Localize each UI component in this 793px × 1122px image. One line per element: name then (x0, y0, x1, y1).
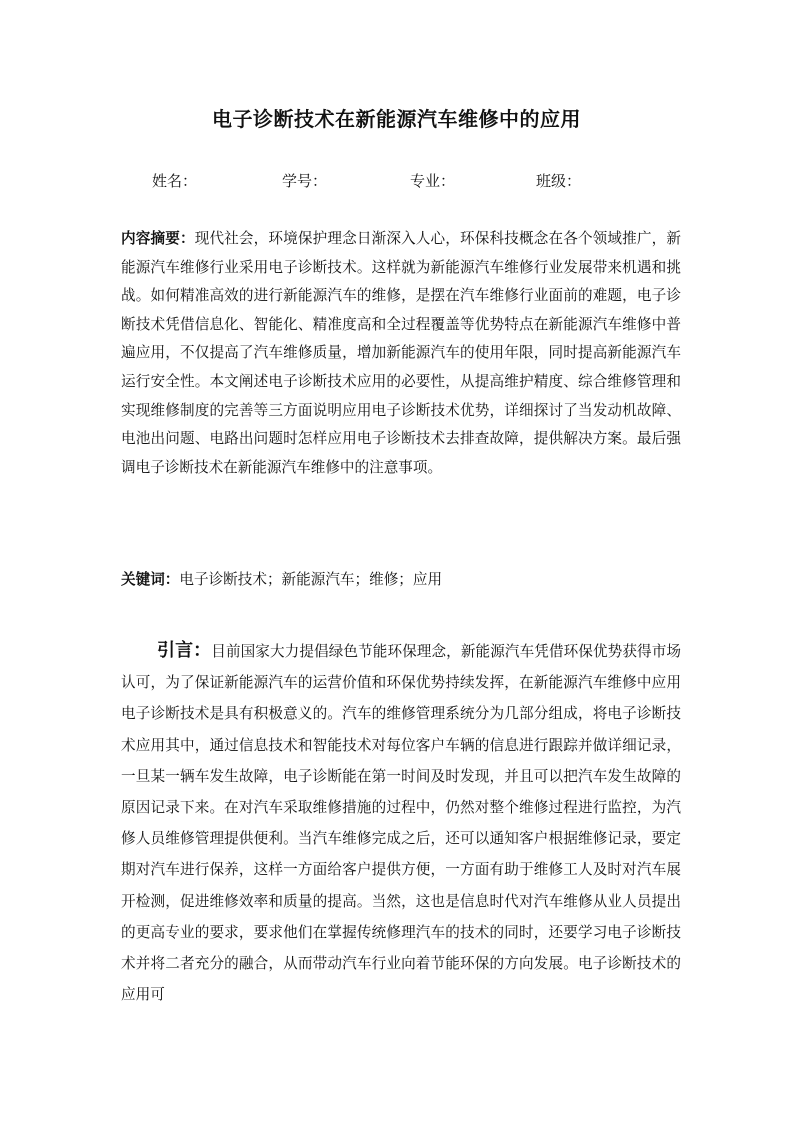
abstract-label: 内容摘要： (121, 230, 195, 247)
keywords-paragraph (121, 566, 681, 594)
name-label: 姓名： (152, 172, 198, 190)
student-id-label: 学号： (282, 172, 328, 190)
abstract-text: 现代社会，环境保护理念日渐深入人心，环保科技概念在各个领域推广，新能源汽车维修行业采用电子诊断技术。这样就为新能源汽车维修行业发展带来机遇和挑战。如何精准高效的进行新能源汽车的维修，是摆在汽车维修行业面前的难题，电子诊断技术凭借信息化、智能化、精准度高和全过程覆盖等优势特点在新能源汽车维修中普遍应用，不仅提高了汽车维修质量，增加新能源汽车的使用年限，同时提高新能源汽车运行安全性。本文阐述电子诊断技术应用的必要性，从提高维护精度、综合维修管理和实现维修制度的完善等三方面说明应用电子诊断技术优势，详细探讨了当发动机故障、电池出问题、电路出问题时怎样应用电子诊断技术去排查故障，提供解决方案。最后强调电子诊断技术在新能源汽车维修中的注意事项。 (121, 230, 681, 476)
abstract-paragraph (121, 225, 681, 482)
introduction-label: 引言： (157, 640, 212, 661)
major-label: 专业： (410, 172, 456, 190)
introduction-text: 目前国家大力提倡绿色节能环保理念，新能源汽车凭借环保优势获得市场认可，为了保证新能源汽车的运营价值和环保优势持续发挥，在新能源汽车维修中应用电子诊断技术是具有积极意义的。汽车的维修管理系统分为几部分组成，将电子诊断技术应用其中，通过信息技术和智能技术对每位客户车辆的信息进行跟踪并做详细记录，一旦某一辆车发生故障，电子诊断能在第一时间及时发现，并且可以把汽车发生故障的原因记录下来。在对汽车采取维修措施的过程中，仍然对整个维修过程进行监控，为汽修人员维修管理提供便利。当汽车维修完成之后，还可以通知客户根据维修记录，要定期对汽车进行保养，这样一方面给客户提供方便，一方面有助于维修工人及时对汽车展开检测，促进维修效率和质量的提高。当然，这也是信息时代对汽车维修从业人员提出的更高专业的要求，要求他们在掌握传统修理汽车的技术的同时，还要学习电子诊断技术并将二者充分的融合，从而带动汽车行业向着节能环保的方向发展。电子诊断技术的应用可 (121, 643, 681, 1004)
class-label: 班级： (536, 172, 582, 190)
document-title: 电子诊断技术在新能源汽车维修中的应用 (212, 107, 581, 131)
keywords-text: 电子诊断技术；新能源汽车；维修；应用 (179, 571, 443, 588)
introduction-paragraph (121, 635, 681, 1010)
keywords-label: 关键词： (121, 571, 180, 588)
student-info-row (0, 170, 793, 192)
